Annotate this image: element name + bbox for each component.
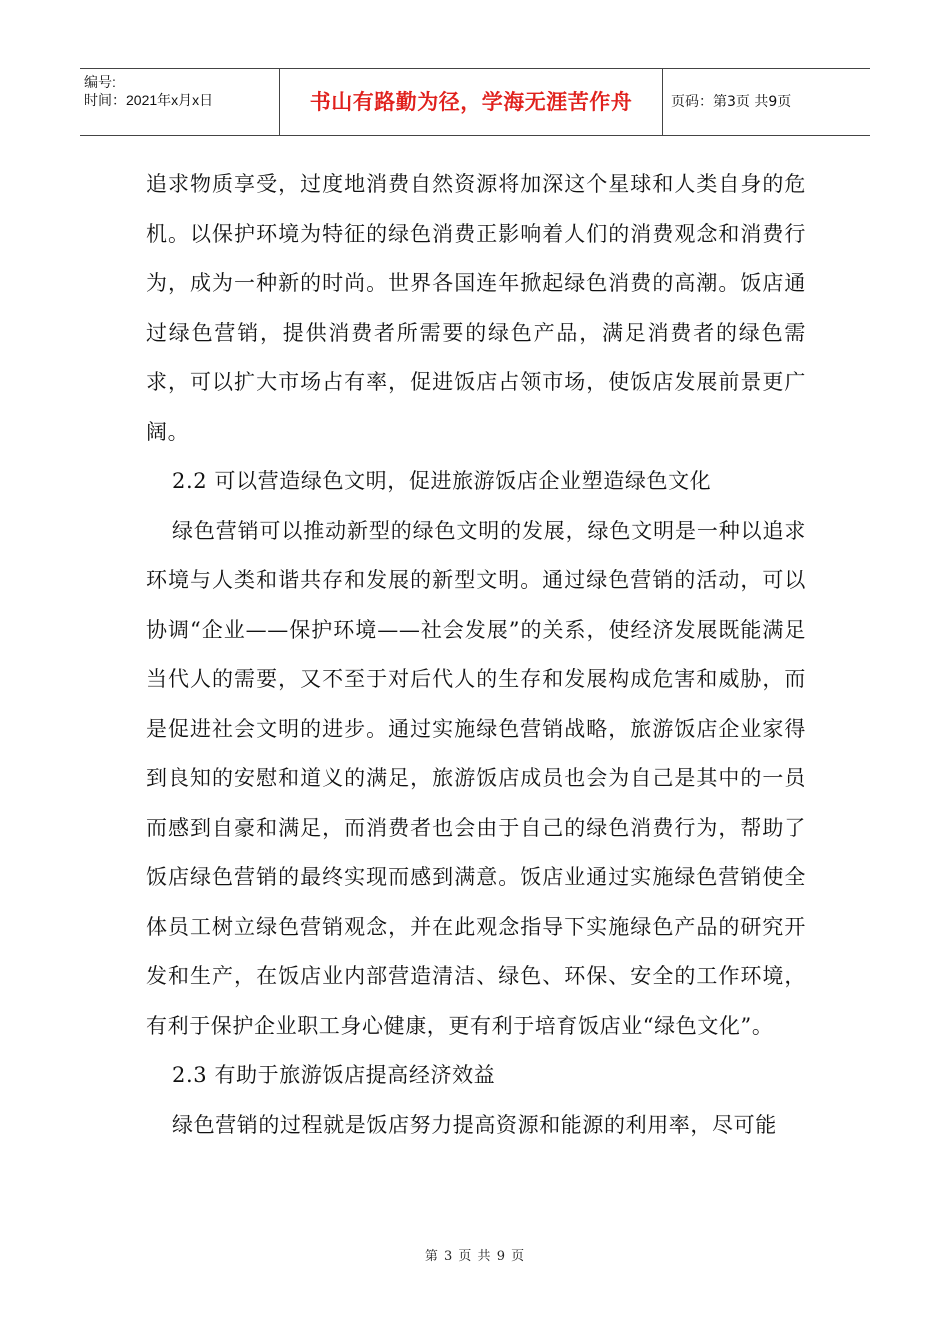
document-body	[146, 160, 806, 1150]
header-motto: 书山有路勤为径，学海无涯苦作舟	[280, 69, 663, 135]
section-heading-2-2: 2.2 可以营造绿色文明，促进旅游饭店企业塑造绿色文化	[172, 469, 712, 493]
paragraph-green-consumption: 追求物质享受，过度地消费自然资源将加深这个星球和人类自身的危机。以保护环境为特征的绿色消费正影响着人们的消费观念和消费行为，成为一种新的时尚。世界各国连年掀起绿色消费的高潮。饭店通过绿色营销，提供消费者所需要的绿色产品，满足消费者的绿色需求，可以扩大市场占有率，促进饭店占领市场，使饭店发展前景更广阔。	[146, 172, 806, 444]
section-heading-2-3: 2.3 有助于旅游饭店提高经济效益	[172, 1063, 496, 1087]
paragraph-economic-benefit: 绿色营销的过程就是饭店努力提高资源和能源的利用率，尽可能	[172, 1112, 777, 1137]
header-page-info: 页码：第3页 共9页	[671, 94, 792, 110]
date-label: 时间：2021年x月x日	[84, 92, 214, 108]
header-meta	[80, 69, 280, 135]
serial-label: 编号:	[84, 74, 116, 90]
paragraph-green-civilization: 绿色营销可以推动新型的绿色文明的发展，绿色文明是一种以追求环境与人类和谐共存和发展的新型文明。通过绿色营销的活动，可以协调“企业——保护环境——社会发展”的关系，使经济发展既能满足当代人的需要，又不至于对后代人的生存和发展构成危害和威胁，而是促进社会文明的进步。通过实施绿色营销战略，旅游饭店企业家得到良知的安慰和道义的满足，旅游饭店成员也会为自己是其中的一员而感到自豪和满足，而消费者也会由于自己的绿色消费行为，帮助了饭店绿色营销的最终实现而感到满意。饭店业通过实施绿色营销使全体员工树立绿色营销观念，并在此观念指导下实施绿色产品的研究开发和生产，在饭店业内部营造清洁、绿色、环保、安全的工作环境，有利于保护企业职工身心健康，更有利于培育饭店业“绿色文化”。	[146, 518, 806, 1038]
page-header	[80, 68, 870, 136]
page-footer: 第 3 页 共 9 页	[424, 1249, 526, 1264]
